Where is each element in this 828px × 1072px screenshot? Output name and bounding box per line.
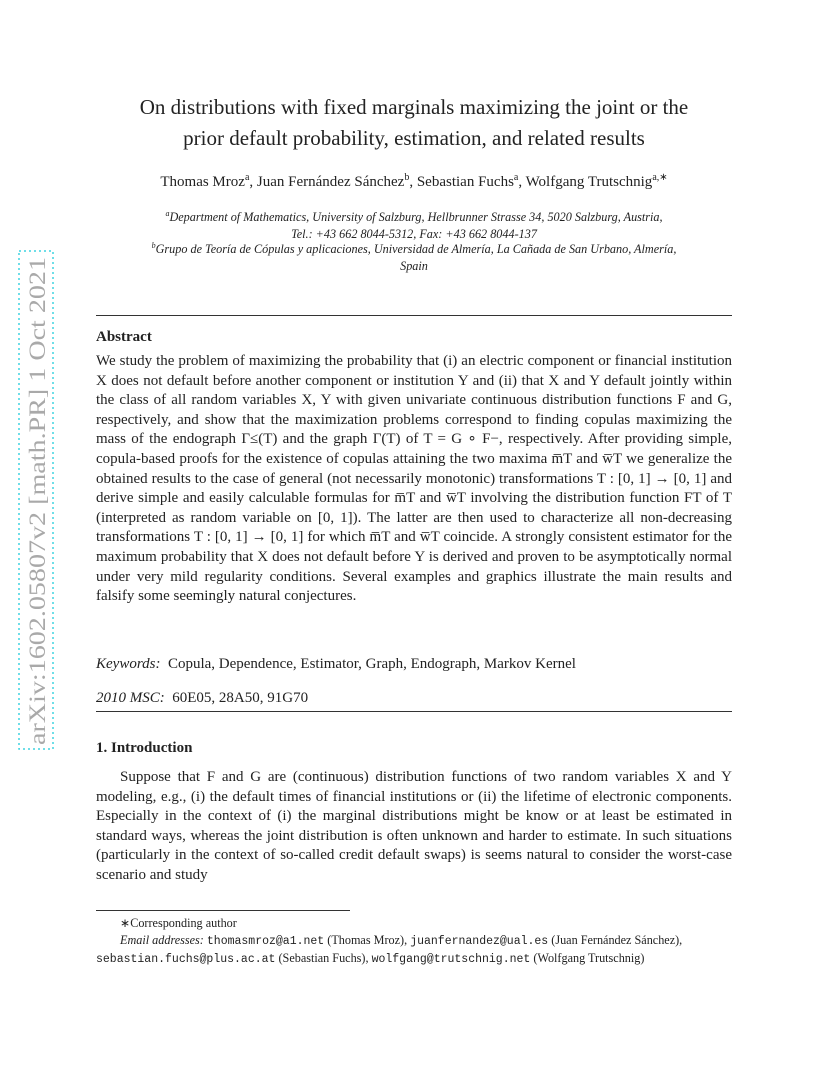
author-name: Wolfgang Trutschnig: [525, 174, 653, 190]
msc-codes: [96, 690, 732, 707]
email-owner: (Thomas Mroz),: [327, 933, 408, 947]
arxiv-stamp[interactable]: [18, 250, 54, 750]
affiliation-b-line1: Grupo de Teoría de Cópulas y aplicaciones, Universidad de Almería, La Cañada de San Urbano, Almería,: [155, 242, 677, 257]
email-link[interactable]: juanfernandez@ual.es: [410, 935, 549, 948]
paper-title: [60, 92, 768, 154]
section-heading-introduction: 1. Introduction: [96, 740, 193, 756]
email-owner: (Sebastian Fuchs),: [278, 951, 369, 965]
affiliation-b: [90, 237, 738, 275]
affiliation-marker: a: [165, 209, 170, 218]
arxiv-id-text: arXiv:1602.05807v2 [math.PR] 1 Oct 2021: [25, 345, 50, 745]
keywords: [96, 656, 732, 673]
author-name: Sebastian Fuchs: [416, 174, 514, 190]
keywords-value: Copula, Dependence, Estimator, Graph, Endograph, Markov Kernel: [167, 656, 576, 672]
email-link[interactable]: wolfgang@trutschnig.net: [371, 953, 531, 966]
abstract-body: We study the problem of maximizing the probability that (i) an electric component or financial institution X does not default before another component or institution Y and (ii) that X and Y default jointly within the class of all random variables X, Y with given univariate continuous distribution functions F and G, respectively, and show that the maximization problems correspond to finding copulas maximizing the mass of the endograph Γ≤(T) and the graph Γ(T) of T = G ∘ F−, respectively. After providing simple, copula-based proofs for the existence of copulas attaining the two maxima m̅T and w̅T we generalize the obtained results to the case of general (not necessarily monotonic) transformations T : [0, 1] → [0, 1] and derive simple and easily calculable formulas for m̅T and w̅T involving the distribution function FT of T (interpreted as random variable on [0, 1]). The latter are then used to characterize all non-decreasing transformations T : [0, 1] → [0, 1] for which m̅T and w̅T coincide. A strongly consistent estimator for the maximum probability that X does not default before Y is derived and proven to be asymptotically normal under very mild regularity conditions. Several examples and graphics illustrate the main results and falsify some seemingly natural conjectures.: [96, 353, 732, 605]
email-link[interactable]: thomasmroz@a1.net: [206, 935, 325, 948]
affiliation-a-line1: Department of Mathematics, University of Salzburg, Hellbrunner Strasse 34, 5020 Salzburg, Austria,: [169, 210, 663, 225]
msc-label: 2010 MSC:: [96, 690, 165, 706]
msc-value: 60E05, 28A50, 91G70: [172, 690, 309, 706]
footnote-rule: [96, 910, 350, 911]
author-affil-marker: a: [244, 172, 250, 183]
title-line-2: prior default probability, estimation, and related results: [183, 126, 645, 150]
author-list: Thomas Mroz$^a$, Juan Fernández Sánchez$^b$, Sebastian Fuchs$^a$, Wolfgang Trutschnig$^{a,∗}$: [160, 172, 668, 190]
author-affil-marker: a: [513, 172, 519, 183]
corresponding-author-note: ∗Corresponding author: [120, 916, 237, 930]
footnote: [96, 915, 732, 968]
abstract-top-rule: [96, 315, 732, 316]
abstract-heading: Abstract: [96, 329, 152, 345]
affiliation-b-line2: Spain: [400, 259, 428, 274]
affiliation-marker: b: [151, 241, 156, 250]
abstract-bottom-rule: [96, 711, 732, 712]
email-addresses: [96, 932, 732, 968]
author-name: Thomas Mroz: [160, 174, 245, 190]
email-owner: (Juan Fernández Sánchez),: [551, 933, 683, 947]
author-name: Juan Fernández Sánchez: [256, 174, 405, 190]
email-link[interactable]: sebastian.fuchs@plus.ac.at: [96, 953, 276, 966]
email-label: Email addresses:: [120, 933, 204, 947]
email-owner: (Wolfgang Trutschnig): [533, 951, 645, 965]
author-affil-marker: b: [404, 172, 410, 183]
introduction-body: Suppose that F and G are (continuous) distribution functions of two random variables X and Y modeling, e.g., (i) the default times of financial institutions or (ii) the lifetime of electronic components. Especially in the context of (i) the marginal distributions might be know or at least be estimated in standard ways, whereas the joint distribution is often unknown and harder to estimate. In such situations (particularly in the context of so-called credit default swaps) is seems natural to consider the worst-case scenario and study: [96, 769, 732, 883]
affiliation-a-line2: Tel.: +43 662 8044-5312, Fax: +43 662 8044-137: [291, 227, 537, 242]
author-affil-marker: a,∗: [652, 172, 668, 183]
keywords-label: Keywords:: [96, 656, 161, 672]
title-line-1: On distributions with fixed marginals maximizing the joint or the: [139, 95, 689, 119]
